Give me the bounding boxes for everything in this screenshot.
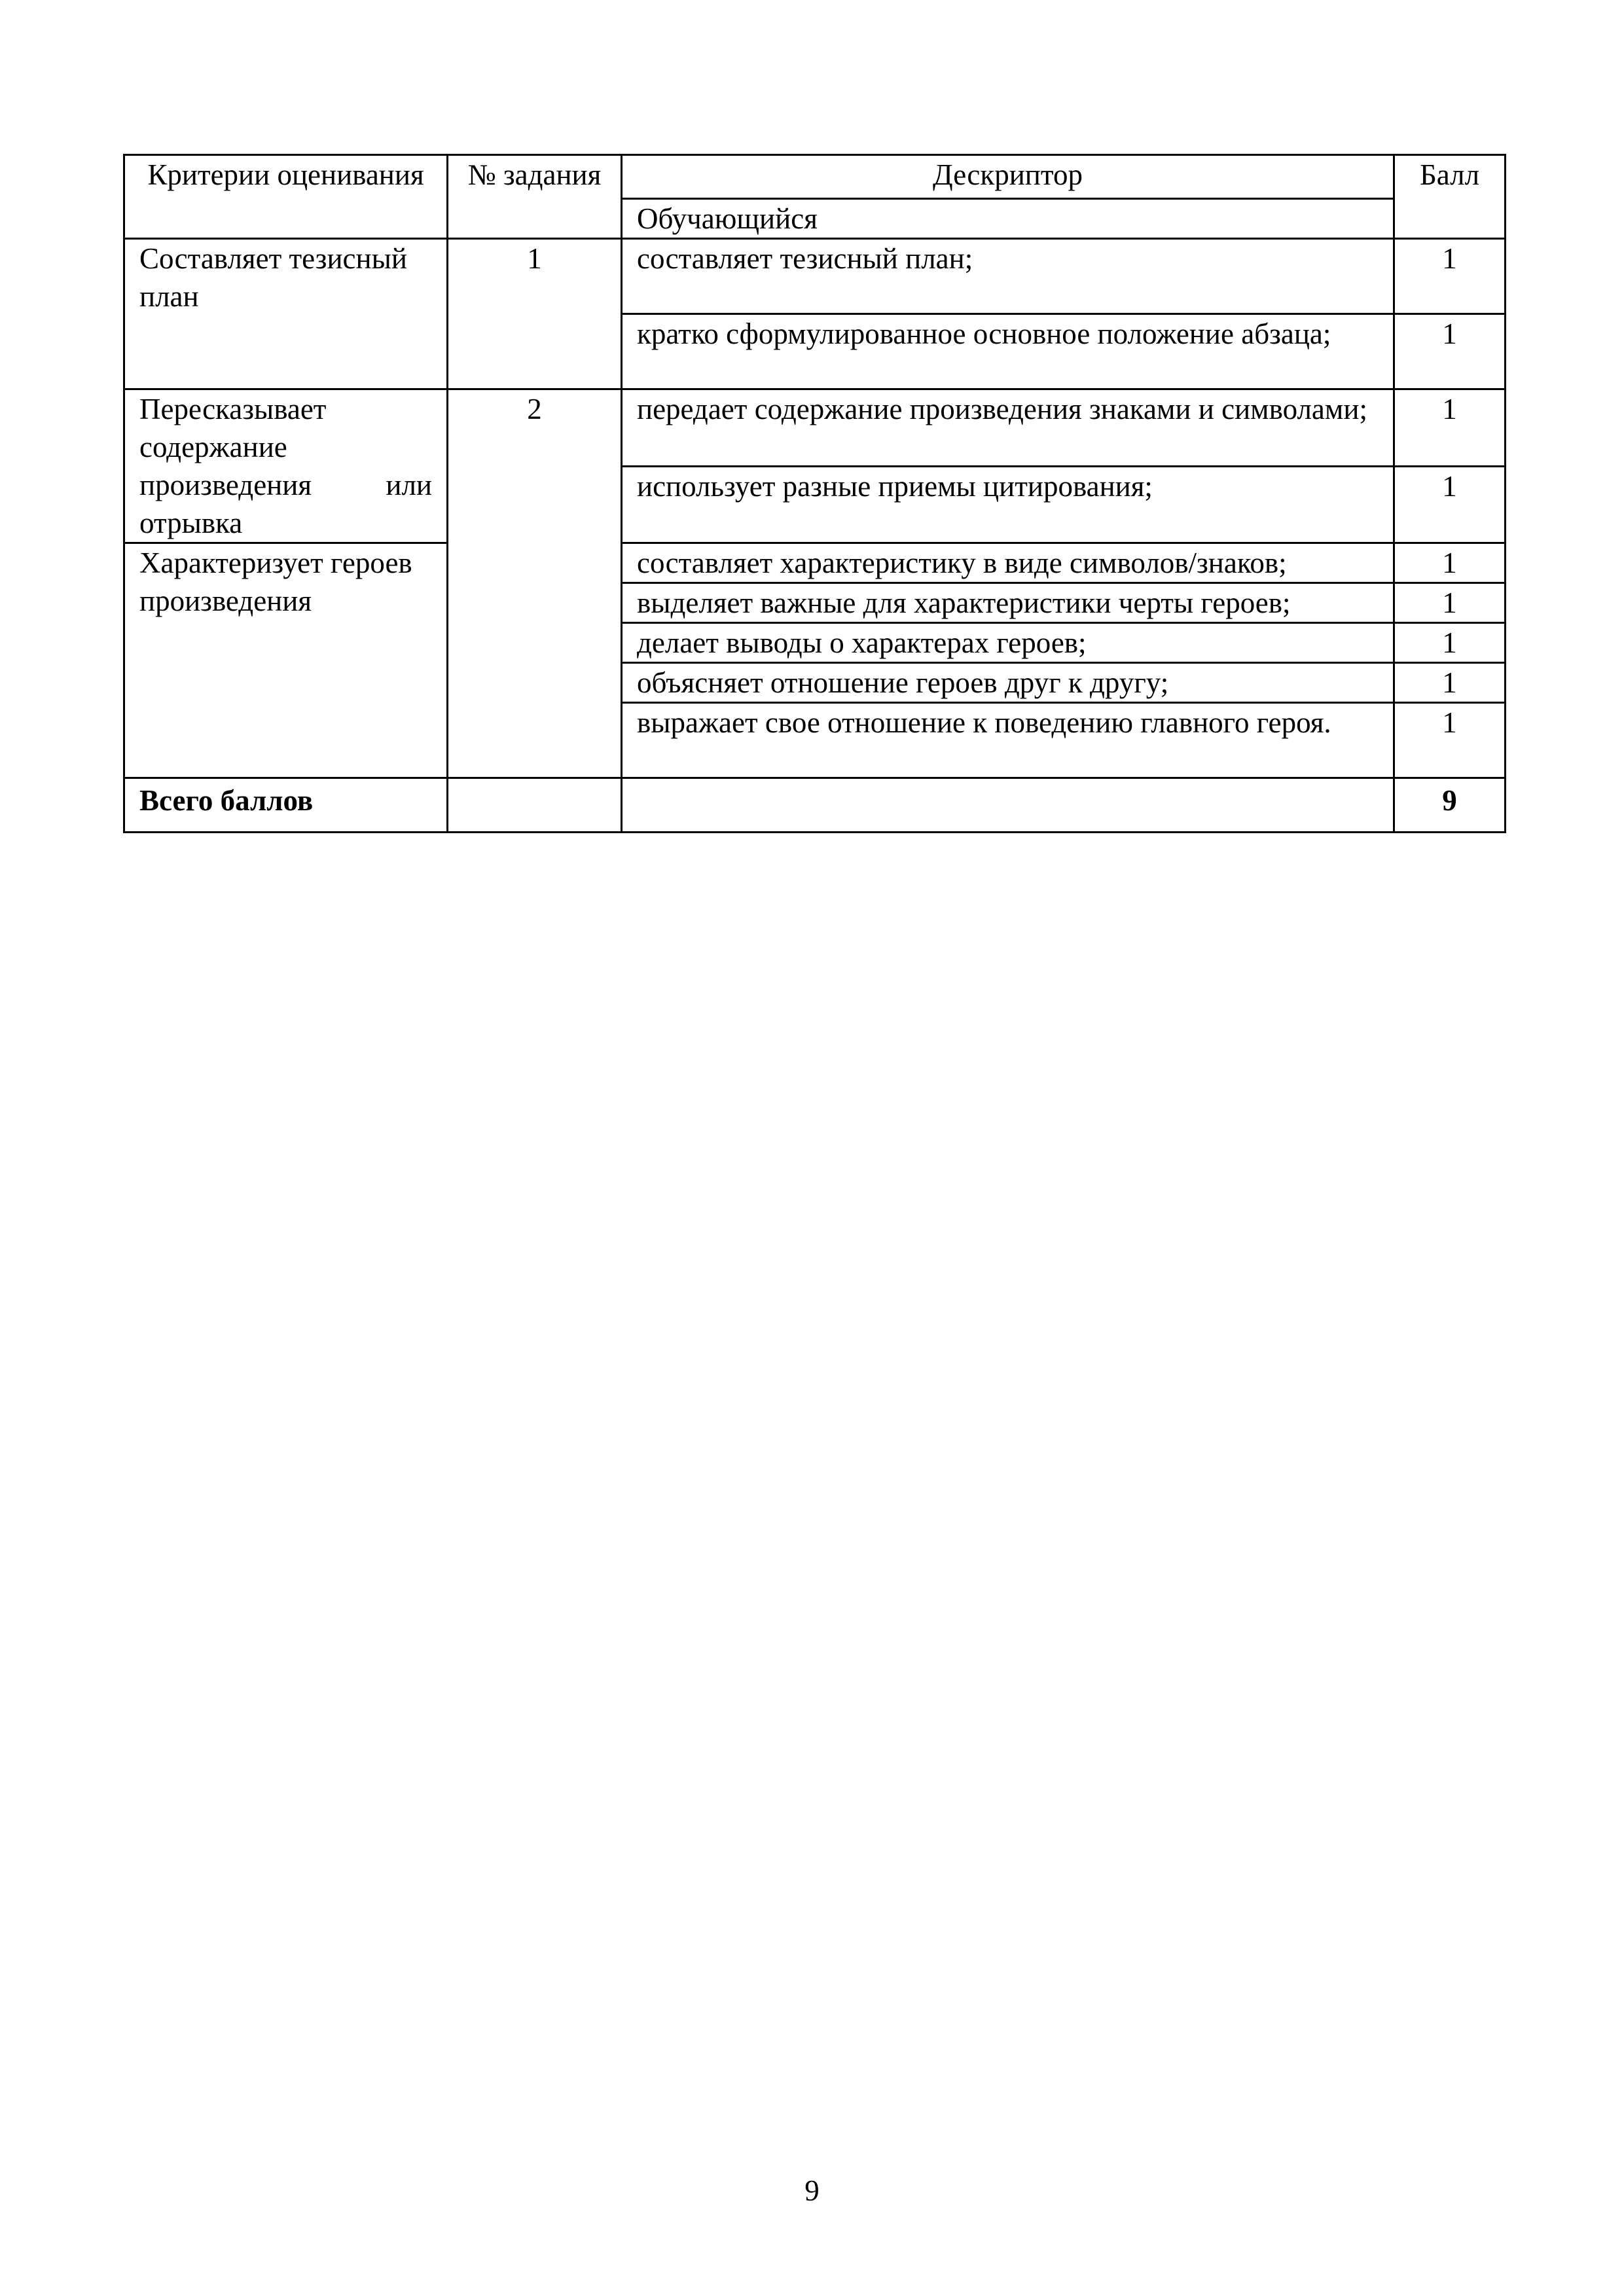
score-cell: 1 <box>1394 239 1506 314</box>
descriptor-cell: выделяет важные для характеристики черты героев; <box>622 583 1394 623</box>
header-descriptor: Дескриптор <box>622 155 1394 199</box>
rubric-table <box>123 154 1506 833</box>
header-criteria: Критерии оценивания <box>124 155 448 239</box>
table-row <box>124 239 1506 314</box>
criteria-cell: Пересказывает содержание произведения или отрывка <box>124 389 448 543</box>
descriptor-cell: кратко сформулированное основное положение абзаца; <box>622 314 1394 389</box>
header-row <box>124 155 1506 199</box>
descriptor-cell: передает содержание произведения знаками и символами; <box>622 389 1394 467</box>
descriptor-cell: делает выводы о характерах героев; <box>622 623 1394 663</box>
descriptor-cell: составляет характеристику в виде символов/знаков; <box>622 543 1394 583</box>
score-cell: 1 <box>1394 466 1506 543</box>
descriptor-cell: составляет тезисный план; <box>622 239 1394 314</box>
score-cell: 1 <box>1394 623 1506 663</box>
score-cell: 1 <box>1394 583 1506 623</box>
descriptor-cell: выражает свое отношение к поведению главного героя. <box>622 703 1394 778</box>
task-number-cell: 1 <box>448 239 622 389</box>
descriptor-cell: объясняет отношение героев друг к другу; <box>622 663 1394 703</box>
score-cell: 1 <box>1394 389 1506 467</box>
header-score: Балл <box>1394 155 1506 239</box>
table-row <box>124 543 1506 583</box>
total-score: 9 <box>1394 778 1506 833</box>
total-label: Всего баллов <box>124 778 448 833</box>
score-cell: 1 <box>1394 314 1506 389</box>
total-empty-cell <box>448 778 622 833</box>
descriptor-cell: использует разные приемы цитирования; <box>622 466 1394 543</box>
total-empty-cell <box>622 778 1394 833</box>
score-cell: 1 <box>1394 703 1506 778</box>
header-task-number: № задания <box>448 155 622 239</box>
table-row <box>124 389 1506 467</box>
criteria-cell: Составляет тезисный план <box>124 239 448 389</box>
page-number: 9 <box>804 2174 820 2207</box>
score-cell: 1 <box>1394 543 1506 583</box>
score-cell: 1 <box>1394 663 1506 703</box>
header-descriptor-sub: Обучающийся <box>622 199 1394 239</box>
criteria-cell: Характеризует героев произведения <box>124 543 448 778</box>
task-number-cell: 2 <box>448 389 622 778</box>
total-row <box>124 778 1506 833</box>
